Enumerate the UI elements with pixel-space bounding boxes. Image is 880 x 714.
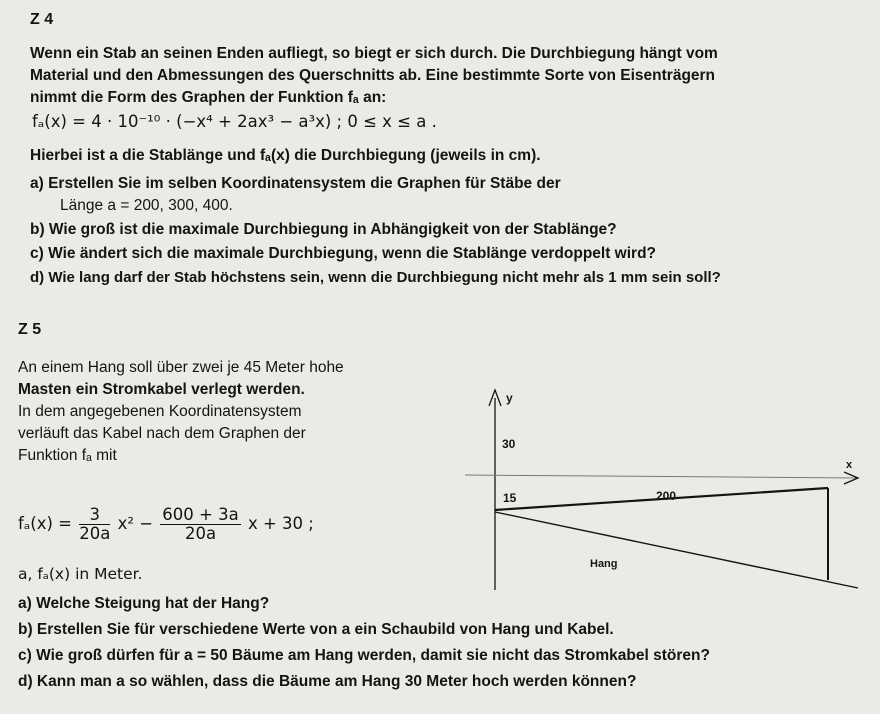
z5-task-c: c) Wie groß dürfen für a = 50 Bäume am Hang werden, damit sie nicht das Stromkabel stören? — [18, 647, 710, 664]
z5-fraction-1-num: 3 — [79, 506, 110, 525]
z5-intro-line-2: Masten ein Stromkabel verlegt werden. — [18, 381, 305, 398]
z5-heading: Z 5 — [18, 321, 42, 338]
z5-fraction-1 — [79, 506, 110, 543]
y-axis-label: y — [506, 391, 513, 405]
z5-intro-line-5: Funktion fₐ mit — [18, 447, 117, 464]
z5-formula-lhs: fₐ(x) = — [18, 514, 72, 533]
z4-text-line-4: Hierbei ist a die Stablänge und fₐ(x) die Durchbiegung (jeweils in cm). — [30, 147, 541, 164]
z4-heading: Z 4 — [30, 11, 54, 28]
z5-task-b: b) Erstellen Sie für verschiedene Werte von a ein Schaubild von Hang und Kabel. — [18, 621, 614, 638]
slope — [495, 512, 858, 588]
z4-task-a: a) Erstellen Sie im selben Koordinatensystem die Graphen für Stäbe der — [30, 175, 561, 192]
z4-task-c: c) Wie ändert sich die maximale Durchbiegung, wenn die Stablänge verdoppelt wird? — [30, 245, 657, 262]
z5-task-d: d) Kann man a so wählen, dass die Bäume am Hang 30 Meter hoch werden können? — [18, 673, 637, 690]
z5-formula-x2: x² − — [117, 514, 154, 533]
z5-intro-line-4: verläuft das Kabel nach dem Graphen der — [18, 425, 306, 442]
z5-units: a, fₐ(x) in Meter. — [18, 565, 143, 583]
z4-text-line-1: Wenn ein Stab an seinen Enden aufliegt, so biegt er sich durch. Die Durchbiegung hängt vom — [30, 45, 718, 62]
z5-fraction-1-den: 20a — [79, 524, 111, 543]
hang-label: Hang — [590, 558, 618, 570]
tick-15: 15 — [503, 491, 517, 505]
z4-text-line-2: Material und den Abmessungen des Querschnitts ab. Eine bestimmte Sorte von Eisenträgern — [30, 67, 716, 84]
x-axis — [465, 475, 858, 478]
z4-task-d: d) Wie lang darf der Stab höchstens sein, wenn die Durchbiegung nicht mehr als 1 mm sein soll? — [30, 269, 721, 286]
z5-figure — [440, 380, 870, 600]
z5-fraction-2 — [160, 506, 240, 543]
z5-intro-line-3: In dem angegebenen Koordinatensystem — [18, 403, 302, 420]
z5-task-a: a) Welche Steigung hat der Hang? — [18, 595, 270, 612]
z5-formula-tail: x + 30 ; — [247, 514, 314, 533]
z5-fraction-2-den: 20a — [184, 524, 217, 543]
z4-text-line-3: nimmt die Form des Graphen der Funktion fₐ an: — [30, 89, 387, 106]
x-axis-label: x — [846, 459, 853, 471]
z5-fraction-2-num: 600 + 3a — [162, 505, 239, 524]
tick-30: 30 — [502, 437, 516, 451]
tick-200: 200 — [656, 489, 677, 503]
z5-formula — [18, 504, 314, 544]
z4-formula: fₐ(x) = 4 · 10⁻¹⁰ · (−x⁴ + 2ax³ − a³x) ; 0 ≤ x ≤ a . — [32, 112, 437, 131]
z5-intro-line-1: An einem Hang soll über zwei je 45 Meter hohe — [18, 359, 344, 376]
z4-task-a-cont: Länge a = 200, 300, 400. — [60, 197, 233, 214]
z4-task-b: b) Wie groß ist die maximale Durchbiegung in Abhängigkeit von der Stablänge? — [30, 221, 617, 238]
